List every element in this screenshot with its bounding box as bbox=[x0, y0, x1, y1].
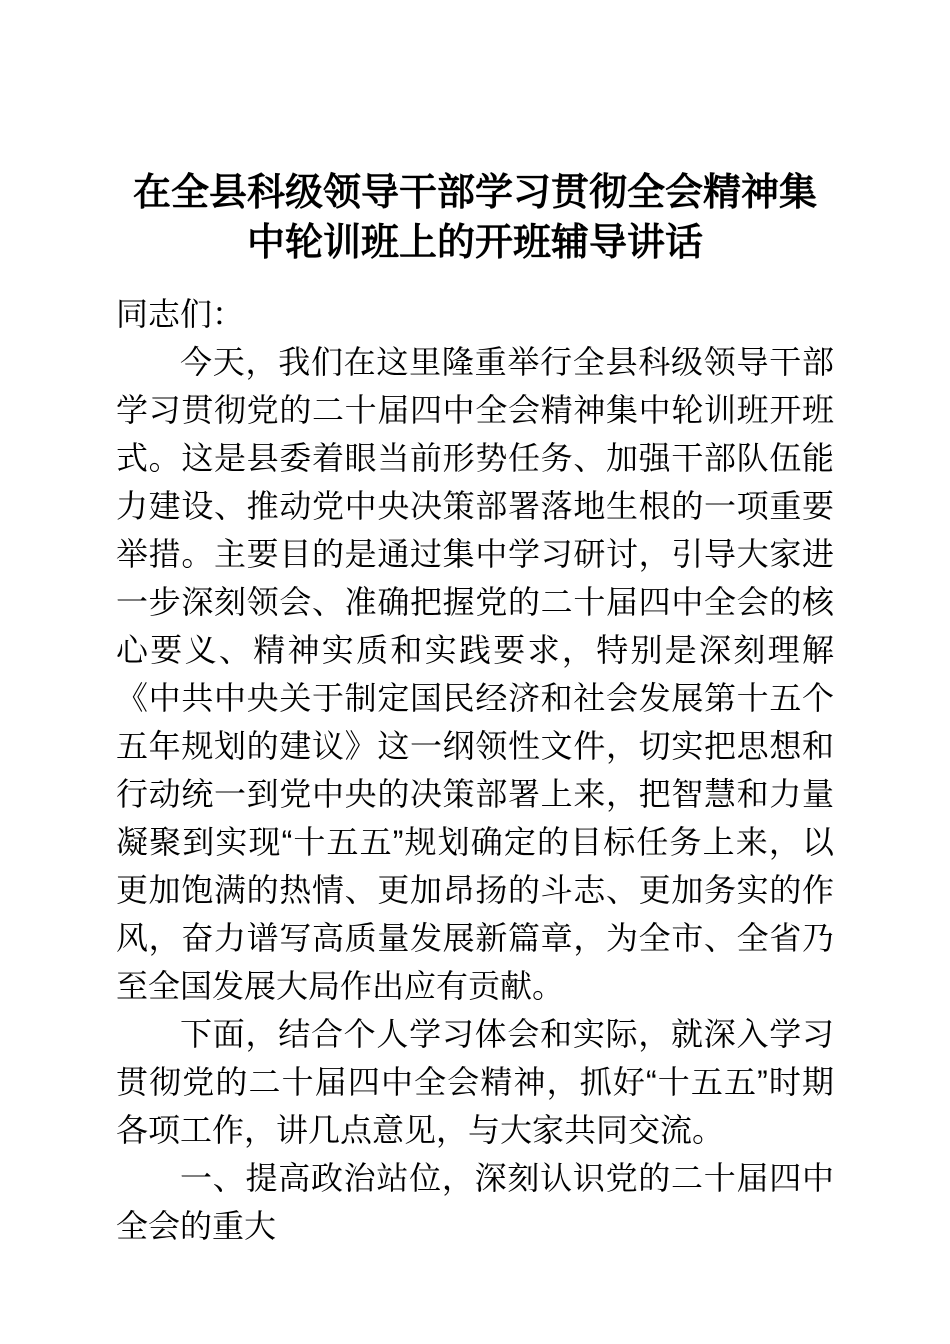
salutation-line: 同志们： bbox=[116, 296, 245, 332]
body-paragraph-1: 今天，我们在这里隆重举行全县科级领导干部学习贯彻党的二十届四中全会精神集中轮训班开班式。这是县委着眼当前形势任务、加强干部队伍能力建设、推动党中央决策部署落地生根的一项重要举措。主要目的是通过集中学习研讨，引导大家进一步深刻领会、准确把握党的二十届四中全会的核心要义、精神实质和实践要求，特别是深刻理解《中共中央关于制定国民经济和社会发展第十五个五年规划的建议》这一纲领性文件，切实把思想和行动统一到党中央的决策部署上来，把智慧和力量凝聚到实现“十五五”规划确定的目标任务上来，以更加饱满的热情、更加昂扬的斗志、更加务实的作风，奋力谱写高质量发展新篇章，为全市、全省乃至全国发展大局作出应有贡献。 bbox=[116, 344, 834, 1004]
section-heading-1: 一、提高政治站位，深刻认识党的二十届四中全会的重大 bbox=[116, 1160, 834, 1244]
document-body bbox=[116, 168, 834, 1250]
page-title: 在全县科级领导干部学习贯彻全会精神集中轮训班上的开班辅导讲话 bbox=[132, 172, 817, 264]
body-paragraph-2: 下面，结合个人学习体会和实际，就深入学习贯彻党的二十届四中全会精神，抓好“十五五”时期各项工作，讲几点意见，与大家共同交流。 bbox=[116, 1016, 834, 1148]
